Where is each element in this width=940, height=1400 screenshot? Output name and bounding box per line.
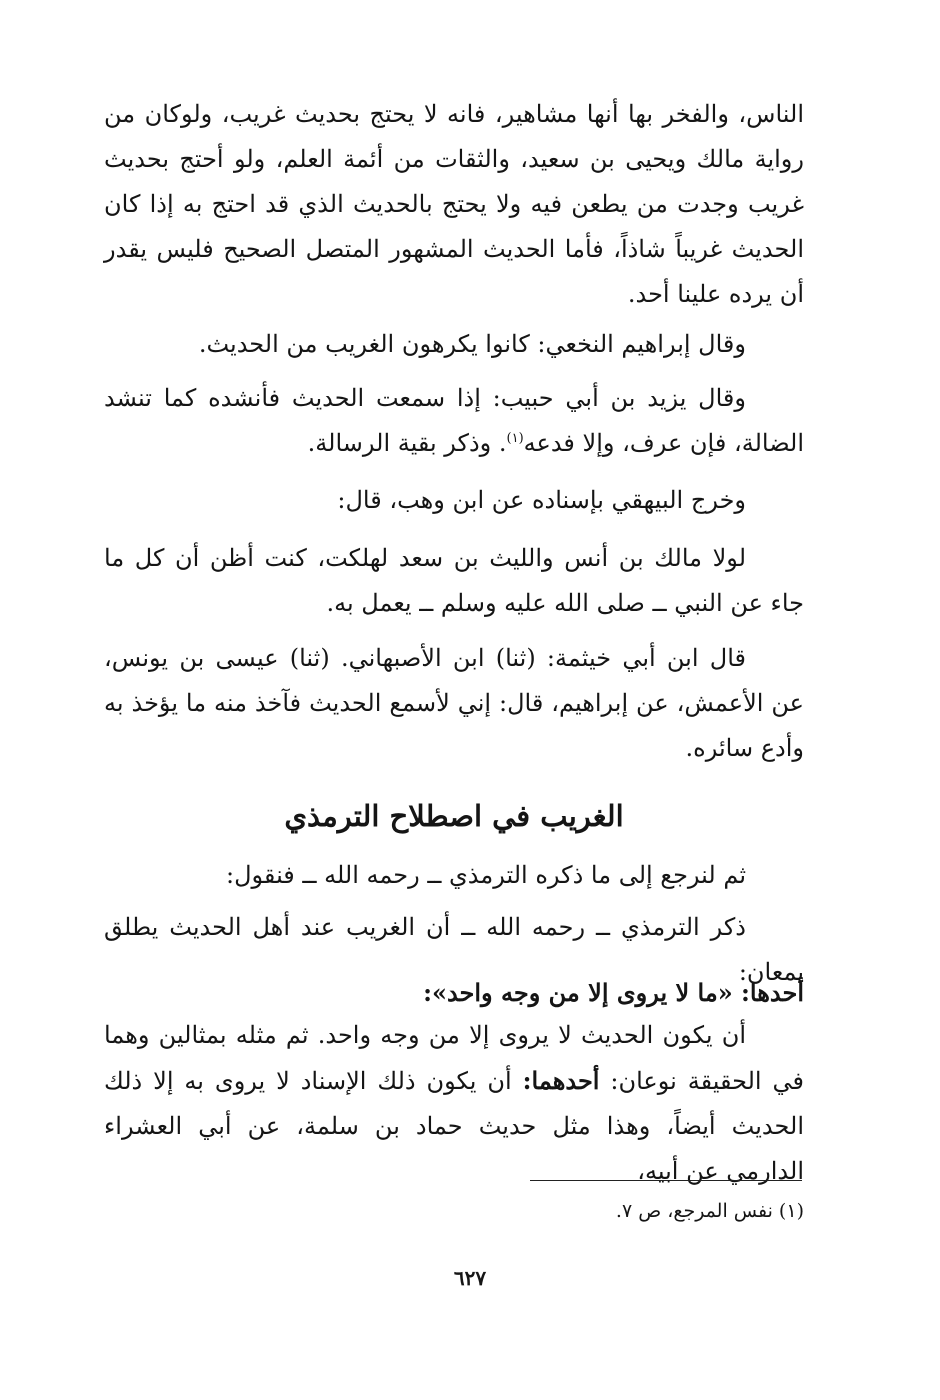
section-heading: الغريب في اصطلاح الترمذي <box>284 799 624 833</box>
paragraph-3-text: وقال يزيد بن أبي حبيب: إذا سمعت الحديث فأنشده كما تنشد الضالة، فإن عرف، وإلا فدعه <box>104 384 804 457</box>
paragraph-10-text: أن يكون الحديث لا يروى إلا من وجه واحد. ثم مثله بمثالين وهما في الحقيقة نوعان: <box>104 1021 804 1095</box>
footnote-1: (١) نفس المرجع، ص ٧. <box>615 1200 804 1222</box>
footnote-reference[interactable]: (١) <box>506 431 524 446</box>
paragraph-7: ثم لنرجع إلى ما ذكره الترمذي ــ رحمه الله ــ فنقول: <box>226 861 746 889</box>
paragraph-8: ذكر الترمذي ــ رحمه الله ــ أن الغريب عند أهل الحديث يطلق بمعان: <box>104 913 804 986</box>
page-number: ٦٢٧ <box>453 1266 487 1290</box>
paragraph-2: وقال إبراهيم النخعي: كانوا يكرهون الغريب من الحديث. <box>198 330 746 358</box>
paragraph-1: الناس، والفخر بها أنها مشاهير، فانه لا يحتج بحديث غريب، ولوكان من رواية مالك ويحيى بن سعيد، والثقات من أئمة العلم، ولو أحتج بحديث غريب وجدت من يطعن فيه ولا يحتج بالحديث الذي قد احتج به إذا كان الحديث غريباً شاذاً، فأما الحديث المشهور المتصل الصحيح فليس يقدر أن يرده علينا أحد. <box>104 100 805 308</box>
paragraph-10-text-end: أن يكون ذلك الإسناد لا يروى به إلا ذلك الحديث أيضاً، وهذا مثل حديث حماد بن سلمة، عن أبي العشراء الدارمي عن أبيه، <box>104 1067 804 1185</box>
paragraph-3-text-end: . وذكر بقية الرسالة. <box>307 429 507 457</box>
footnote-separator <box>530 1180 802 1181</box>
paragraph-6: قال ابن أبي خيثمة: (ثنا) ابن الأصبهاني. (ثنا) عيسى بن يونس، عن الأعمش، عن إبراهيم، قال: إني لأسمع الحديث فآخذ منه ما يؤخذ به وأدع سائره. <box>104 644 804 762</box>
paragraph-4: وخرج البيهقي بإسناده عن ابن وهب، قال: <box>337 486 746 514</box>
paragraph-10 <box>104 1013 804 1194</box>
subheading-first-meaning: أحدها: «ما لا يروى إلا من وجه واحد»: <box>423 978 804 1007</box>
paragraph-5: لولا مالك بن أنس والليث بن سعد لهلكت، كنت أظن أن كل ما جاء عن النبي ــ صلى الله عليه وسلم ــ يعمل به. <box>104 544 804 617</box>
paragraph-3 <box>104 376 804 466</box>
paragraph-10-bold-term: أحدهما: <box>522 1066 600 1095</box>
